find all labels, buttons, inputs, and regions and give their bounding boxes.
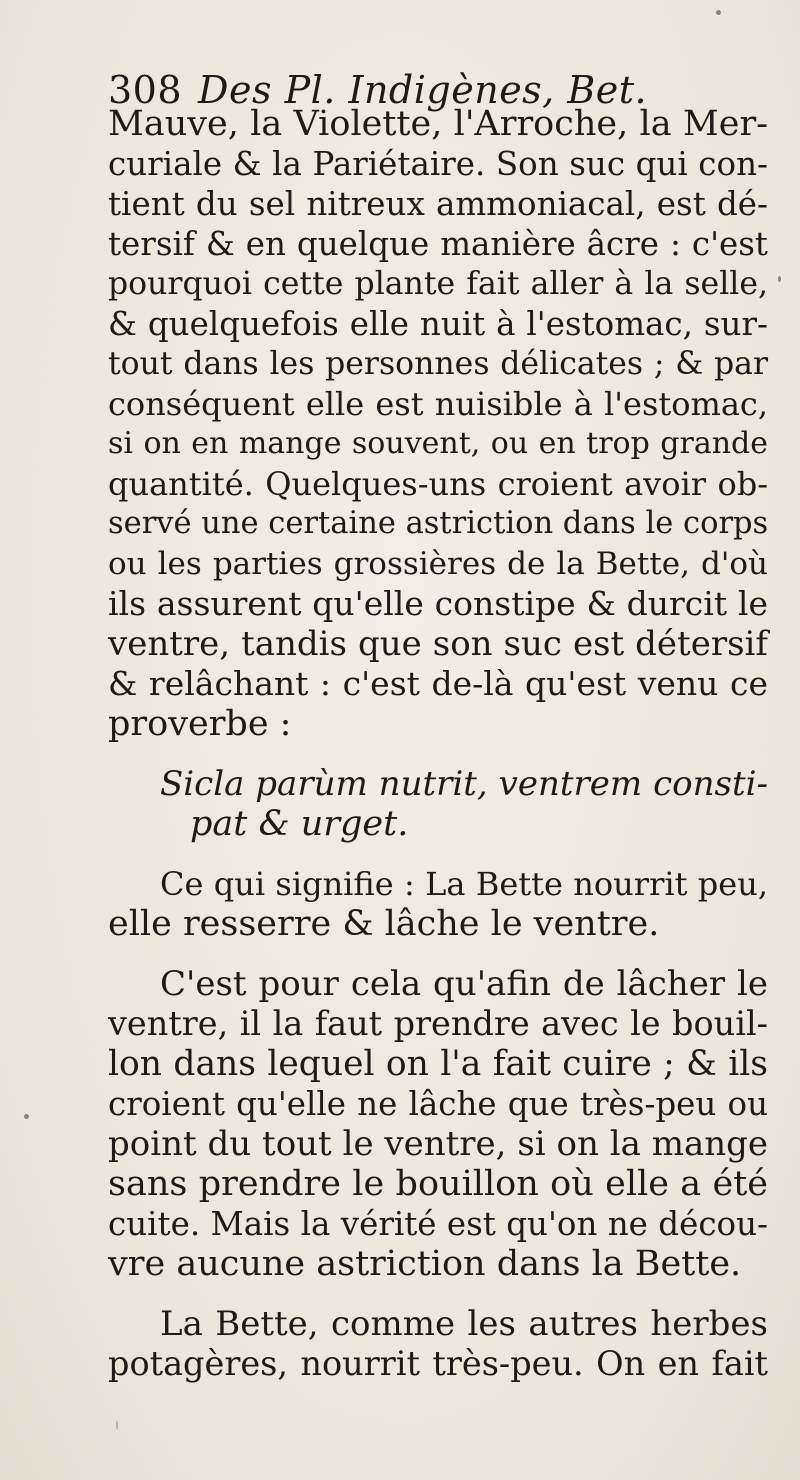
text-line: proverbe :	[108, 704, 292, 744]
text-line: ils assurent qu'elle constipe & durcit le	[108, 584, 768, 623]
text-line: sans prendre le bouillon où elle a été	[108, 1164, 768, 1204]
text-line: elle resserre & lâche le ventre.	[108, 904, 660, 944]
text-line: quantité. Quelques-uns croient avoir ob-	[108, 465, 768, 503]
text-line: croient qu'elle ne lâche que très-peu ou	[108, 1085, 768, 1123]
text-line: vre aucune astriction dans la Bette.	[108, 1244, 742, 1284]
text-line: Mauve, la Violette, l'Arroche, la Mer-	[108, 104, 768, 144]
text-line: potagères, nourrit très-peu. On en fait	[108, 1344, 768, 1383]
paper-speck	[116, 1420, 118, 1430]
page-number: 308	[108, 68, 183, 112]
text-line: si on en mange souvent, ou en trop grande	[108, 426, 768, 461]
text-line: & relâchant : c'est de-là qu'est venu ce	[108, 664, 768, 703]
text-line: tout dans les personnes délicates ; & par	[108, 346, 768, 382]
text-line: lon dans lequel on l'a fait cuire ; & ils	[108, 1044, 768, 1084]
text-line: conséquent elle est nuisible à l'estomac,	[108, 385, 768, 423]
text-line: curiale & la Pariétaire. Son suc qui con-	[108, 145, 768, 183]
paper-speck	[24, 1114, 29, 1119]
latin-proverb-line: pat & urget.	[190, 804, 409, 844]
text-line: tient du sel nitreux ammoniacal, est dé-	[108, 185, 768, 223]
text-line: Ce qui signifie : La Bette nourrit peu,	[160, 865, 768, 903]
text-line: point du tout le ventre, si on la mange	[108, 1124, 768, 1164]
text-line: ventre, tandis que son suc est détersif	[108, 624, 768, 664]
running-title: Des Pl. Indigènes, Bet.	[198, 68, 648, 112]
latin-proverb-line: Sicla parùm nutrit, ventrem consti-	[160, 764, 768, 804]
text-line: servé une certaine astriction dans le corps	[108, 506, 769, 541]
text-line: C'est pour cela qu'afin de lâcher le	[160, 964, 768, 1004]
text-line: La Bette, comme les autres herbes	[160, 1304, 768, 1344]
text-line: ou les parties grossières de la Bette, d'où	[108, 546, 768, 582]
text-line: tersif & en quelque manière âcre : c'est	[108, 225, 768, 263]
text-line: & quelquefois elle nuit à l'estomac, sur-	[108, 305, 768, 343]
paper-speck	[716, 10, 721, 15]
text-line: ventre, il la faut prendre avec le bouil-	[108, 1004, 768, 1043]
text-line: pourquoi cette plante fait aller à la selle,	[108, 266, 768, 302]
text-line: cuite. Mais la vérité est qu'on ne décou-	[108, 1205, 768, 1243]
paper-speck	[778, 276, 781, 282]
